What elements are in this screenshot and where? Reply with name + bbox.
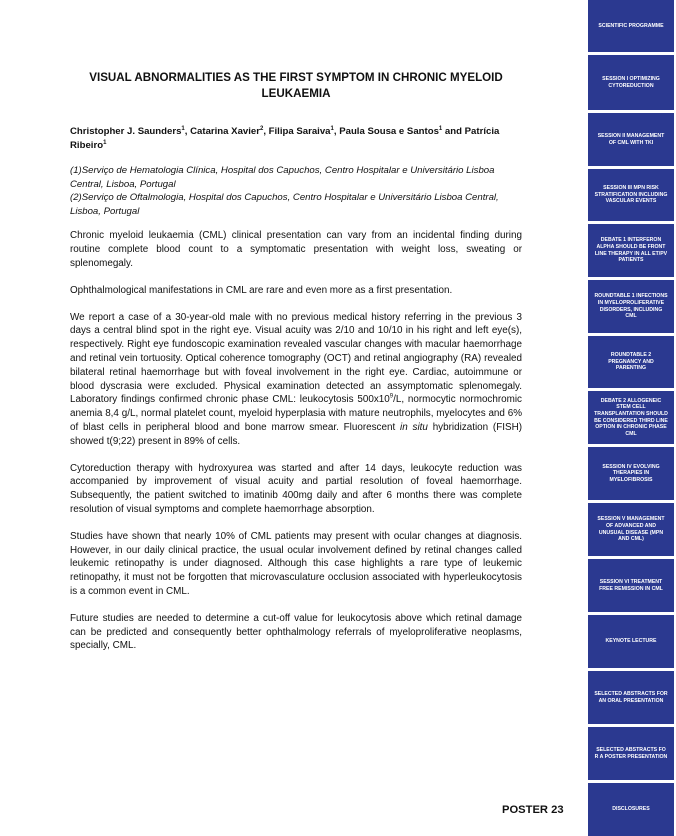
sidebar-item-session-3[interactable]: SESSION III MPN RISK STRATIFICATION INCLUDING VASCULAR EVENTS <box>588 169 674 221</box>
author-affiliation-mark: 1 <box>330 125 334 132</box>
author-list <box>70 125 522 153</box>
case-text-part-1: We report a case of a 30-year-old male with no previous medical history referring in the previous 3 days a central blind spot in the right eye. Visual acuity was 2/10 and 10/10 in his right and left eye(s), respectively. Right eye fundoscopic examination revealed vascular changes with macular haemorrhage and retinal vein tortuosity. Optical coherence tomography (OCT) and retinal angiography (RA) revealed bilateral retinal haemorrhage but with foveal involvement in the right eye. Cardiac, autoimmune or blood dyscrasia were excluded. Physical examination detected an assymptomatic splenomegaly. Laboratory findings confirmed chronic phase CML: leukocytosis 500x10 <box>70 311 522 406</box>
sidebar-item-session-2[interactable]: SESSION II MANAGEMENT OF CML WITH TKI <box>588 113 674 166</box>
sidebar-item-roundtable-1[interactable]: ROUNDTABLE 1 INFECTIONS IN MYELOPROLIFERATIVE DISORDERS, INCLUDING CML <box>588 280 674 333</box>
sidebar-item-disclosures[interactable]: DISCLOSURES <box>588 783 674 836</box>
author-name: Filipa Saraiva <box>268 126 331 137</box>
affiliation-1: (1)Serviço de Hematologia Clínica, Hospital dos Capuchos, Centro Hospitalar e Universitário Lisboa Central, Lisboa, Portugal <box>70 165 495 190</box>
paragraph-introduction: Chronic myeloid leukaemia (CML) clinical presentation can vary from an incidental finding during routine complete blood count to a symptomatic presentation with weight loss, sweating or splenomegaly. <box>70 230 522 269</box>
sidebar-item-session-6[interactable]: SESSION VI TREATMENT FREE REMISSION IN CML <box>588 559 674 612</box>
paragraph-case-report <box>70 311 522 449</box>
poster-number: POSTER 23 <box>502 804 564 816</box>
sidebar-item-roundtable-2[interactable]: ROUNDTABLE 2 PREGNANCY AND PARENTING <box>588 336 674 388</box>
sidebar-nav <box>588 0 674 836</box>
sidebar-item-session-1[interactable]: SESSION I OPTIMIZING CYTOREDUCTION <box>588 55 674 110</box>
author-affiliation-mark: 1 <box>103 139 107 146</box>
case-text-part-2: /L, normocytic normochromic anemia 8,4 g/L, normal platelet count, myeloid hyperplasia with mature neutrophils, myelocytes and 6% of blast cells in peripheral blood and bone marrow smear. Fluorescent <box>70 394 522 433</box>
sidebar-item-session-5[interactable]: SESSION V MANAGEMENT OF ADVANCED AND UNUSUAL DISEASE (MPN AND CML) <box>588 503 674 556</box>
author-separator: and <box>442 126 465 137</box>
sidebar-item-poster-abstracts[interactable]: SELECTED ABSTRACTS FO R A POSTER PRESENTATION <box>588 727 674 780</box>
sidebar-item-session-4[interactable]: SESSION IV EVOLVING THERAPIES IN MYELOFIBROSIS <box>588 447 674 500</box>
paragraph-conclusion: Future studies are needed to determine a cut-off value for leukocytosis above which retinal damage can be predicted and consequently better ophthalmology referrals of myeloproliferative neoplasms, specially, CML. <box>70 612 522 652</box>
sidebar-item-oral-abstracts[interactable]: SELECTED ABSTRACTS FOR AN ORAL PRESENTATION <box>588 671 674 724</box>
abstract-title: VISUAL ABNORMALITIES AS THE FIRST SYMPTOM IN CHRONIC MYELOID LEUKAEMIA <box>89 71 503 100</box>
italic-term: in situ <box>400 421 428 433</box>
sidebar-item-keynote-lecture[interactable]: KEYNOTE LECTURE <box>588 615 674 668</box>
author-name: Christopher J. Saunders <box>70 126 182 137</box>
author-name: Paula Sousa e Santos <box>339 126 439 137</box>
author-separator: , <box>184 126 191 137</box>
exponent: 9 <box>389 394 394 401</box>
sidebar-item-debate-2[interactable]: DEBATE 2 ALLOGENEIC STEM CELL TRANSPLANTATION SHOULD BE CONSIDERED THIRD LINE OPTION IN CHRONIC PHASE CML <box>588 391 674 444</box>
sidebar-item-scientific-programme[interactable]: SCIENTIFIC PROGRAMME <box>588 0 674 52</box>
sidebar-item-debate-1[interactable]: DEBATE 1 INTERFERON ALPHA SHOULD BE FRONT LINE THERAPY IN ALL ET/PV PATIENTS <box>588 224 674 277</box>
paragraph-treatment: Cytoreduction therapy with hydroxyurea was started and after 14 days, leukocyte reduction was accompanied by improvement of visual acuity and partial resolution of foveal haemorrhage. Subsequently, the patient switched to imatinib 400mg daily and after 6 months there was complete resolution of visual symptoms and complete haemorrhage absorption. <box>70 462 522 515</box>
paragraph-discussion: Studies have shown that nearly 10% of CML patients may present with ocular changes at diagnosis. However, in our daily clinical practice, the usual ocular involvement defined by retinal changes called leukemic retinopathy is under diagnosed. Although this case highlights a rare type of leukemic retinopathy, it must not be forgotten that microvasculature occlusion associated with hyperleukocytosis is a common event in CML. <box>70 530 522 597</box>
paragraph-ophthalmological: Ophthalmological manifestations in CML are rare and even more as a first presentation. <box>70 284 453 296</box>
author-affiliation-mark: 1 <box>438 125 443 132</box>
author-affiliation-mark: 1 <box>181 125 185 132</box>
author-separator: , <box>263 126 269 137</box>
abstract-document <box>70 70 522 666</box>
author-name: Patrícia Ribeiro <box>70 126 500 151</box>
author-affiliation-mark: 2 <box>259 125 264 132</box>
affiliation-2: (2)Serviço de Oftalmologia, Hospital dos Capuchos, Centro Hospitalar e Universitário Lisboa Central, Lisboa, Portugal <box>70 192 499 217</box>
case-text-part-3: hybridization (FISH) showed t(9;22) present in 89% of cells. <box>70 421 523 447</box>
author-name: Catarina Xavier <box>190 126 260 137</box>
affiliations <box>70 164 522 218</box>
author-separator: , <box>333 126 340 137</box>
